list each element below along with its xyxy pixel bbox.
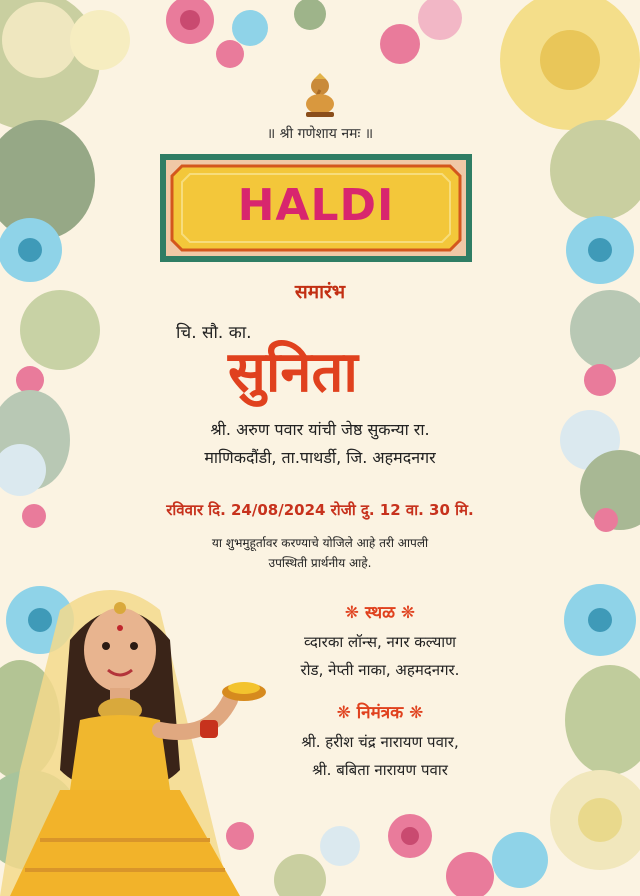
venue-heading: ❋ स्थळ ❋ xyxy=(344,603,416,623)
venue-line-1: व्दारका लॉन्स, नगर कल्याण xyxy=(303,633,457,651)
top-foliage xyxy=(166,0,462,68)
host-line-2: श्री. बबिता नारायण पवार xyxy=(312,761,448,779)
event-datetime: रविवार दि. 24/08/2024 रोजी दु. 12 वा. 30 मि. xyxy=(166,501,474,519)
event-subtitle: समारंभ xyxy=(294,281,346,303)
venue-line-2: रोड, नेप्ती नाका, अहमदनगर. xyxy=(300,661,460,679)
ganesha-icon xyxy=(296,72,344,120)
invite-line-2: उपस्थिती प्रार्थनीय आहे. xyxy=(268,556,372,570)
event-title: HALDI xyxy=(237,180,395,231)
honorific: चि. सौ. का. xyxy=(176,323,252,343)
host-line-1: श्री. हरीश चंद्र नारायण पवार, xyxy=(301,733,459,751)
parent-line-2: माणिकदौंडी, ता.पाथर्डी, जि. अहमदनगर xyxy=(204,448,436,467)
invite-line-1: या शुभमुहूर्तावर करण्याचे योजिले आहे तरी आपली xyxy=(211,536,429,550)
haldi-bride-illustration xyxy=(0,570,300,896)
host-heading: ❋ निमंत्रक ❋ xyxy=(336,703,424,723)
bride-name: सुनिता xyxy=(228,340,358,405)
invocation-text: ॥ श्री गणेशाय नमः ॥ xyxy=(266,126,374,142)
parent-line-1: श्री. अरुण पवार यांची जेष्ठ सुकन्या रा. xyxy=(210,420,430,439)
